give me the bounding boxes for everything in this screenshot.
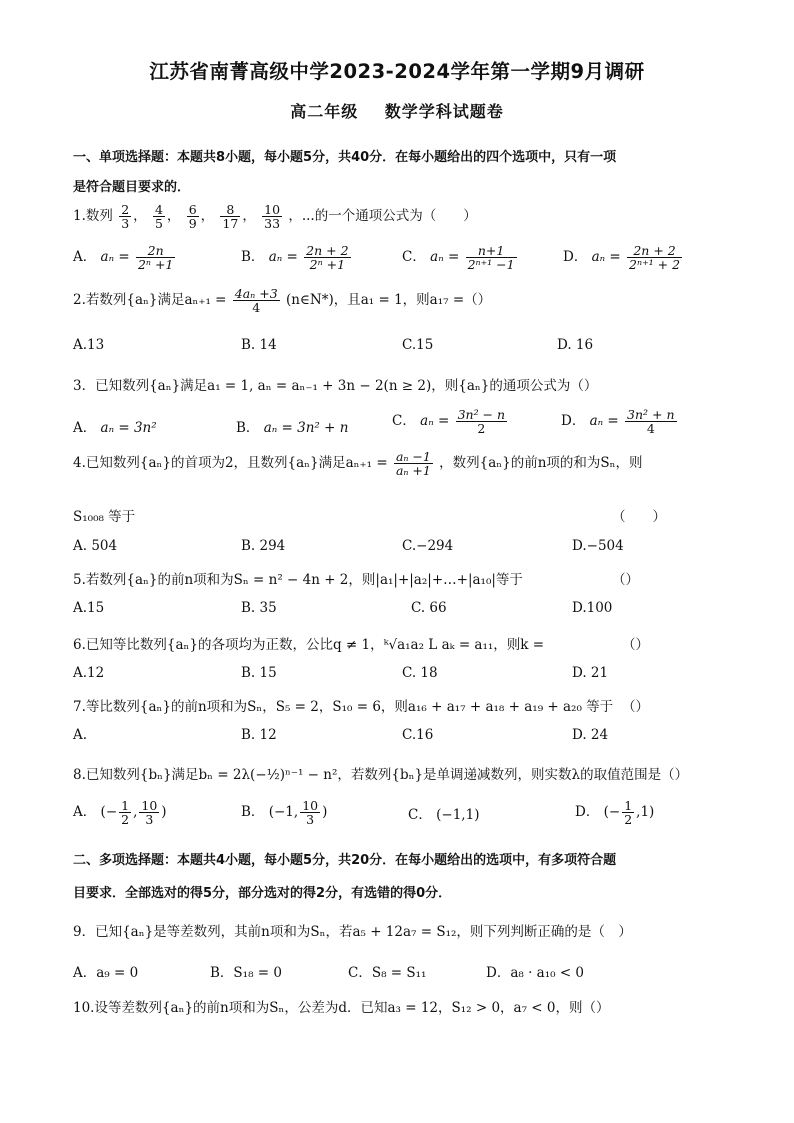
q3-option-a: A． aₙ = 3n²: [73, 420, 157, 436]
exam-title: 江苏省南菁高级中学2023-2024学年第一学期9月调研: [149, 60, 645, 83]
question-10-stem: 10.设等差数列{aₙ}的前n项和为Sₙ，公差为d．已知a₃ = 12，S₁₂ > 0，a₇ < 0，则（）: [73, 1000, 610, 1016]
q4-answer-paren: （ ）: [612, 509, 666, 525]
q5-option-b: B. 35: [241, 600, 277, 616]
q8-option-d: D． (− $\frac{1}{2}$ ,1): [575, 798, 655, 828]
question-8-stem: 8.已知数列{bₙ}满足bₙ = 2λ(−½)ⁿ⁻¹ − n²，若数列{bₙ}是单调递减数列，则实数λ的取值范围是（）: [73, 767, 689, 783]
q5-answer-paren: （）: [612, 572, 639, 588]
q1-option-c: C． aₙ = $\frac{n+1}{\text{2ⁿ⁺¹ −1}}$: [402, 243, 515, 273]
q4-option-b: B. 294: [241, 538, 286, 554]
q8-option-c: C． (−1,1): [408, 807, 480, 823]
exam-subtitle: [0, 99, 794, 122]
q2-option-a: A.13: [73, 337, 105, 353]
q2-option-c: C.15: [402, 337, 434, 353]
section2-instructions-line2: 目要求．全部选对的得5分，部分选对的得2分，有选错的得0分．: [73, 886, 452, 901]
q1-option-b: B． aₙ = $\frac{2n + 2}{\text{2ⁿ +1}}$: [241, 243, 349, 273]
q1-suffix: ，...的一个通项公式为（ ）: [288, 208, 477, 225]
q5-option-d: D.100: [572, 600, 613, 616]
q7-option-b: B. 12: [241, 727, 277, 743]
q9-option-c: C．S₈ = S₁₁: [348, 965, 427, 981]
subject-label: 数学学科试题卷: [384, 102, 504, 121]
question-7-stem: 7.等比数列{aₙ}的前n项和为Sₙ，S₅ = 2，S₁₀ = 6，则a₁₆ + a₁₇ + a₁₈ + a₁₉ + a₂₀ 等于: [73, 699, 614, 715]
q1-frac-2: $\frac{4}{5}$: [154, 202, 163, 232]
q6-option-d: D. 21: [572, 665, 609, 681]
grade-label: 高二年级: [290, 102, 359, 121]
q4-option-d: D.−504: [572, 538, 624, 554]
q6-option-c: C. 18: [402, 665, 438, 681]
q5-option-a: A.15: [73, 600, 105, 616]
q7-option-d: D. 24: [572, 727, 609, 743]
q6-option-a: A.12: [73, 665, 105, 681]
q4-option-a: A. 504: [73, 538, 118, 554]
question-4-stem: 4.已知数列{aₙ}的首项为2，且数列{aₙ}满足aₙ₊₁ = $\frac{\text{aₙ −1}}{\text{aₙ +1}}$ ，数列{aₙ}的前n项的和为Sₙ，则: [73, 449, 643, 479]
q1-frac-1: $\frac{2}{3}$: [121, 202, 130, 232]
q7-option-a: A.: [73, 727, 88, 743]
q3-option-c: C． aₙ = $\frac{\text{3n² − n}}{2}$: [392, 407, 506, 437]
q6-option-b: B. 15: [241, 665, 277, 681]
q9-option-b: B．S₁₈ = 0: [210, 965, 282, 981]
question-4-stem-line2: S₁₀₀₈ 等于: [73, 509, 136, 525]
section2-instructions-line1: 二、多项选择题：本题共4小题，每小题5分，共20分．在每小题给出的选项中，有多项符合题: [73, 853, 617, 868]
q4-option-c: C.−294: [402, 538, 454, 554]
question-9-stem: 9．已知{aₙ}是等差数列，其前n项和为Sₙ，若a₅ + 12a₇ = S₁₂，则下列判断正确的是（ ）: [73, 924, 632, 940]
q1-frac-5: $\frac{10}{33}$: [264, 202, 281, 232]
question-2-stem: 2.若数列{aₙ}满足aₙ₊₁ = $\frac{\text{4aₙ +3}}{4}$ (n∈N*)，且a₁ = 1，则a₁₇ =（）: [73, 286, 492, 316]
q1-option-a: A． aₙ = $\frac{2n}{\text{2ⁿ +1}}$: [73, 243, 174, 273]
q9-option-d: D．a₈ · a₁₀ < 0: [486, 965, 585, 981]
q3-option-b: B． aₙ = 3n² + n: [236, 420, 349, 436]
q2-option-b: B. 14: [241, 337, 277, 353]
q8-option-a: A． (− $\frac{1}{2}$ , $\frac{10}{3}$ ): [73, 798, 167, 828]
q1-option-d: D． aₙ = $\frac{2n + 2}{\text{2ⁿ⁺¹ + 2}}$: [563, 243, 681, 273]
question-1-stem: 1.数列 $\frac{2}{3}$ ， $\frac{4}{5}$ ， $\frac{6}{9}$ ， $\frac{8}{17}$ ， $\frac{10}{33}$ ，...的一个通项公式为（ ）: [73, 202, 477, 232]
q6-answer-paren: （）: [622, 637, 649, 653]
q7-answer-paren: （）: [622, 699, 649, 715]
q3-option-d: D． aₙ = $\frac{\text{3n² + n}}{4}$: [561, 407, 675, 437]
q1-prefix: 1.数列: [73, 208, 113, 225]
question-5-stem: 5.若数列{aₙ}的前n项和为Sₙ = n² − 4n + 2，则|a₁|+|a₂|+…+|a₁₀|等于: [73, 572, 523, 588]
q7-option-c: C.16: [402, 727, 434, 743]
section1-instructions-line1: 一、单项选择题：本题共8小题，每小题5分，共40分．在每小题给出的四个选项中，只有一项: [73, 150, 617, 165]
question-3-stem: 3．已知数列{aₙ}满足a₁ = 1, aₙ = aₙ₋₁ + 3n − 2(n ≥ 2)，则{aₙ}的通项公式为（）: [73, 378, 598, 394]
question-6-stem: 6.已知等比数列{aₙ}的各项均为正数，公比q ≠ 1，ᵏ√a₁a₂ L aₖ = a₁₁，则k =: [73, 637, 545, 653]
q8-option-b: B． (−1, $\frac{10}{3}$ ): [241, 798, 328, 828]
q2-option-d: D. 16: [557, 337, 594, 353]
q9-option-a: A．a₉ = 0: [73, 965, 139, 981]
q5-option-c: C. 66: [411, 600, 447, 616]
q1-frac-3: $\frac{6}{9}$: [188, 202, 197, 232]
q1-frac-4: $\frac{8}{17}$: [222, 202, 239, 232]
section1-instructions-line2: 是符合题目要求的．: [73, 180, 191, 195]
